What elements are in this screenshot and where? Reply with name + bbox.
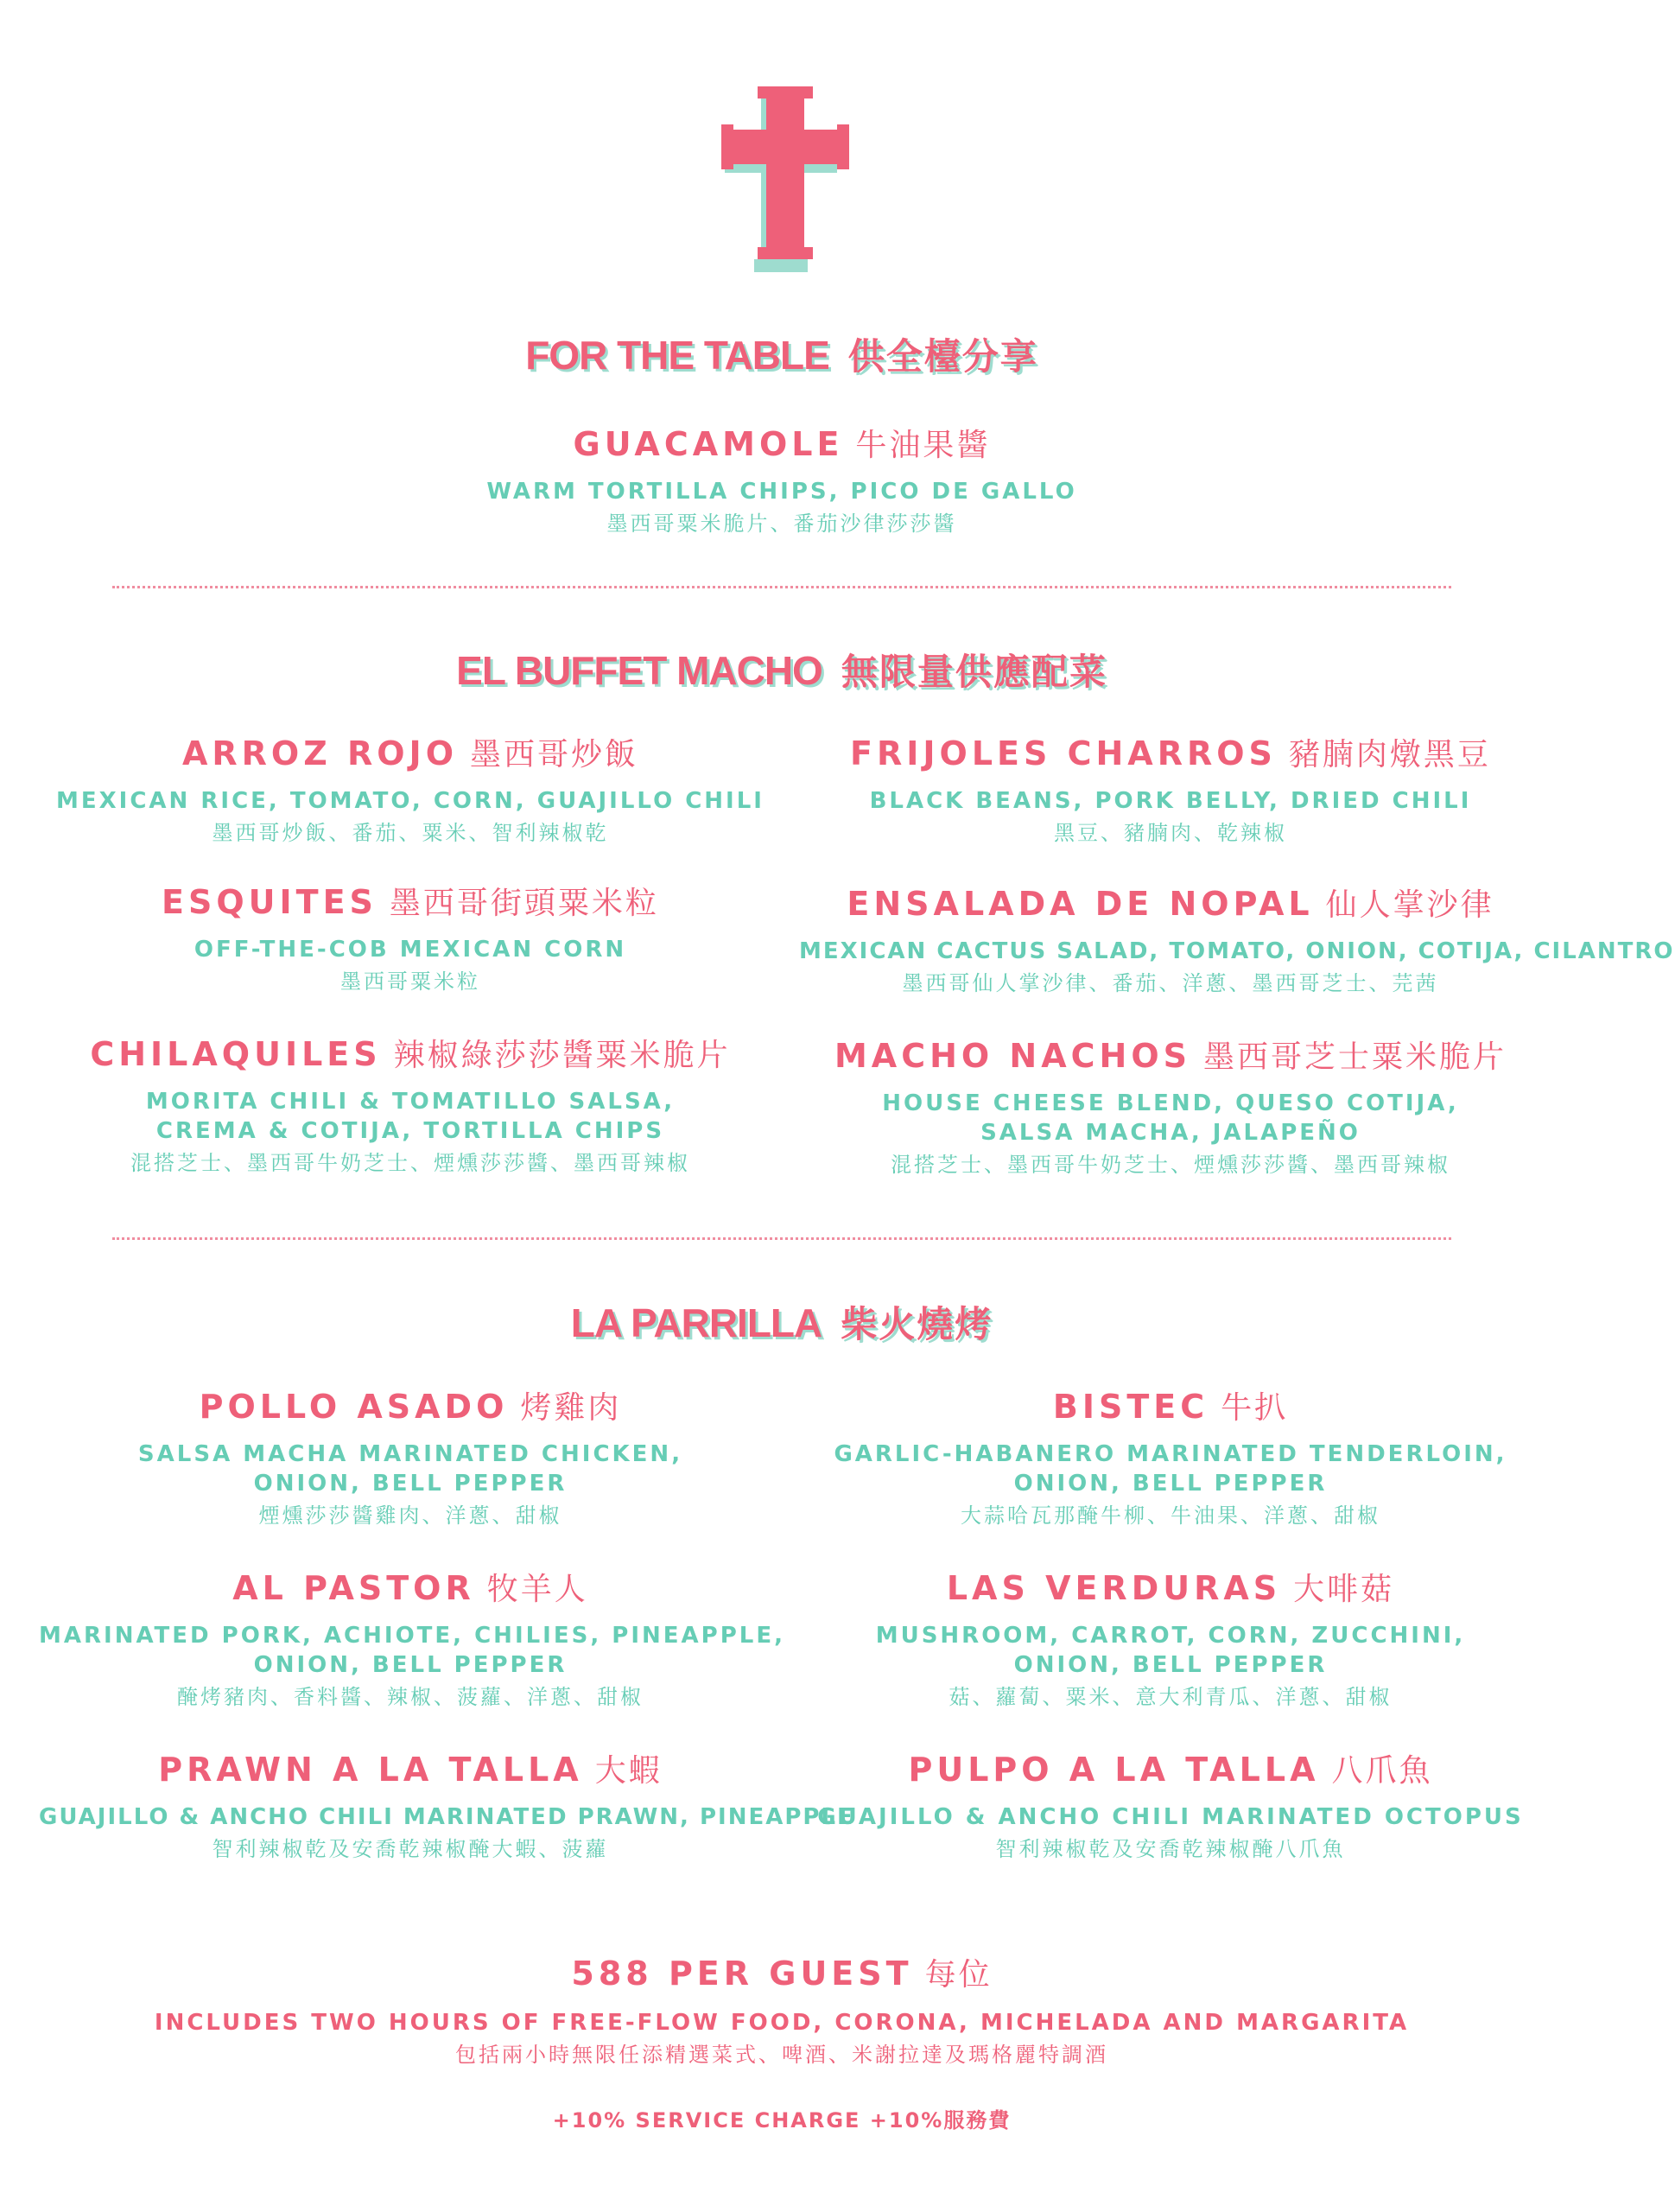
menu-item-macho-nachos (799, 1035, 1542, 1179)
menu-item-chilaquiles (39, 1033, 782, 1177)
item-name-en: POLLO ASADO (199, 1388, 509, 1426)
item-name-en: GUACAMOLE (573, 425, 844, 463)
item-desc-zh: 混搭芝士、墨西哥牛奶芝士、煙燻莎莎醬、墨西哥辣椒 (130, 1151, 690, 1175)
item-desc-zh: 混搭芝士、墨西哥牛奶芝士、煙燻莎莎醬、墨西哥辣椒 (891, 1153, 1450, 1177)
item-desc-line: ONION, BELL PEPPER (1013, 1652, 1328, 1678)
item-name-zh: 墨西哥街頭粟米粒 (389, 886, 659, 921)
item-name (799, 1386, 1542, 1429)
item-desc-line: MORITA CHILI & TOMATILLO SALSA, (145, 1089, 676, 1115)
item-desc-line: BLACK BEANS, PORK BELLY, DRIED CHILI (869, 788, 1472, 814)
item-desc-line: OFF-THE-COB MEXICAN CORN (194, 937, 627, 963)
item-name-zh: 墨西哥芝士粟米脆片 (1203, 1039, 1507, 1075)
menu-item-pollo-asado (39, 1386, 782, 1529)
item-desc-zh: 墨西哥粟米粒 (340, 969, 480, 994)
item-name-en: ESQUITES (162, 883, 378, 921)
item-description (799, 786, 1542, 816)
item-name (39, 1386, 782, 1429)
item-name-zh: 大啡菇 (1293, 1572, 1395, 1607)
section-title-buffet (0, 644, 1564, 696)
item-name-en: ARROZ ROJO (181, 734, 458, 772)
item-name-zh: 牛油果醬 (855, 428, 991, 463)
item-desc-line: GARLIC-HABANERO MARINATED TENDERLOIN, (834, 1441, 1507, 1467)
dotted-divider (112, 586, 1451, 588)
item-desc-zh: 智利辣椒乾及安喬乾辣椒醃大蝦、菠蘿 (212, 1837, 609, 1861)
item-name (799, 733, 1542, 776)
item-desc-line: ONION, BELL PEPPER (253, 1471, 568, 1497)
item-name-zh: 八爪魚 (1331, 1753, 1433, 1789)
item-name (799, 1035, 1542, 1078)
item-desc-line: ONION, BELL PEPPER (253, 1652, 568, 1678)
item-name (39, 1033, 782, 1077)
item-name-en: PULPO A LA TALLA (908, 1751, 1320, 1789)
cross-icon (721, 86, 851, 272)
menu-item-guacamole (410, 423, 1153, 537)
item-desc-line: SALSA MACHA, JALAPEÑO (980, 1120, 1361, 1146)
item-name (39, 881, 782, 925)
item-desc-line: HOUSE CHEESE BLEND, QUESO COTIJA, (882, 1090, 1459, 1116)
section-title-la-parrilla (0, 1296, 1564, 1348)
item-name-en: BISTEC (1052, 1388, 1209, 1426)
price-includes: INCLUDES TWO HOURS OF FREE-FLOW FOOD, CORONA, MICHELADA AND MARGARITA (154, 2010, 1410, 2036)
item-desc-line: SALSA MACHA MARINATED CHICKEN, (137, 1441, 683, 1467)
item-desc-zh: 大蒜哈瓦那醃牛柳、牛油果、洋蔥、甜椒 (961, 1503, 1380, 1528)
price-line (0, 1953, 1564, 1996)
item-desc-line: MEXICAN RICE, TOMATO, CORN, GUAJILLO CHILI (56, 788, 765, 814)
item-description (410, 477, 1153, 506)
item-name-en: AL PASTOR (232, 1569, 475, 1607)
item-name-zh: 牛扒 (1221, 1390, 1289, 1426)
section-title-zh: 柴火燒烤 (841, 1303, 993, 1345)
item-name-zh: 墨西哥炒飯 (470, 737, 639, 772)
item-name (39, 1567, 782, 1611)
item-name-en: PRAWN A LA TALLA (158, 1751, 583, 1789)
menu-item-arroz-rojo (39, 733, 782, 847)
menu-item-ensalada-de-nopal (799, 883, 1675, 997)
menu-item-bistec (799, 1386, 1542, 1529)
item-description (39, 1440, 782, 1498)
item-name-zh: 豬腩肉燉黑豆 (1288, 737, 1491, 772)
item-desc-line: MEXICAN CACTUS SALAD, TOMATO, ONION, COTIJA, CILANTRO (799, 938, 1675, 964)
item-name-zh: 大蝦 (594, 1753, 663, 1789)
dotted-divider (112, 1237, 1451, 1240)
section-title-zh: 供全檯分享 (847, 335, 1038, 378)
price-line-en: 588 PER GUEST (571, 1955, 913, 1993)
item-desc-zh: 黑豆、豬腩肉、乾辣椒 (1054, 821, 1287, 845)
menu-item-pulpo-a-la-talla (799, 1749, 1542, 1863)
item-name-en: CHILAQUILES (90, 1035, 382, 1073)
item-name (799, 883, 1542, 926)
item-desc-zh: 智利辣椒乾及安喬乾辣椒醃八爪魚 (995, 1837, 1346, 1861)
price-line-zh: 每位 (924, 1957, 993, 1993)
item-description (799, 937, 1675, 966)
item-name-en: LAS VERDURAS (946, 1569, 1282, 1607)
item-name-zh: 辣椒綠莎莎醬粟米脆片 (393, 1038, 731, 1073)
item-description (39, 1621, 785, 1680)
menu-item-al-pastor (39, 1567, 785, 1711)
item-desc-line: MARINATED PORK, ACHIOTE, CHILIES, PINEAPPLE, (39, 1623, 785, 1649)
item-desc-zh: 墨西哥仙人掌沙律、番茄、洋蔥、墨西哥芝士、芫茜 (902, 971, 1439, 995)
section-title-en: FOR THE TABLE (525, 333, 829, 378)
menu-item-frijoles-charros (799, 733, 1542, 847)
price-includes-zh: 包括兩小時無限任添精選菜式、啤酒、米謝拉達及瑪格麗特調酒 (455, 2043, 1108, 2067)
item-name-en: ENSALADA DE NOPAL (847, 885, 1314, 923)
item-description (799, 1440, 1542, 1498)
item-desc-zh: 墨西哥炒飯、番茄、粟米、智利辣椒乾 (212, 821, 609, 845)
menu-item-esquites (39, 881, 782, 995)
menu-item-las-verduras (799, 1567, 1542, 1711)
section-title-en: LA PARRILLA (570, 1300, 822, 1345)
item-name (39, 733, 782, 776)
service-charge: +10% SERVICE CHARGE +10%服務費 (552, 2108, 1012, 2133)
section-title-en: EL BUFFET MACHO (456, 648, 822, 693)
item-name-en: MACHO NACHOS (834, 1037, 1191, 1075)
item-name (799, 1749, 1542, 1792)
item-name-zh: 牧羊人 (486, 1572, 588, 1607)
item-desc-line: ONION, BELL PEPPER (1013, 1471, 1328, 1497)
item-desc-zh: 醃烤豬肉、香料醬、辣椒、菠蘿、洋蔥、甜椒 (177, 1685, 644, 1709)
item-desc-zh: 菇、蘿蔔、粟米、意大利青瓜、洋蔥、甜椒 (949, 1685, 1393, 1709)
item-description (799, 1089, 1542, 1147)
item-name-zh: 烤雞肉 (520, 1390, 622, 1426)
item-description (799, 1802, 1542, 1832)
item-name-en: FRIJOLES CHARROS (850, 734, 1277, 772)
item-desc-line: CREMA & COTIJA, TORTILLA CHIPS (155, 1118, 665, 1144)
item-desc-line: GUAJILLO & ANCHO CHILI MARINATED OCTOPUS (817, 1804, 1524, 1830)
item-desc-zh: 墨西哥粟米脆片、番茄沙律莎莎醬 (606, 512, 957, 536)
item-desc-zh: 煙燻莎莎醬雞肉、洋蔥、甜椒 (258, 1503, 562, 1528)
item-description (799, 1621, 1542, 1680)
menu-item-prawn-a-la-talla (39, 1749, 854, 1863)
item-desc-line: WARM TORTILLA CHIPS, PICO DE GALLO (486, 479, 1077, 505)
item-name (410, 423, 1153, 467)
item-name-zh: 仙人掌沙律 (1325, 887, 1494, 923)
item-description (39, 1087, 782, 1146)
item-description (39, 786, 782, 816)
item-name (799, 1567, 1542, 1611)
item-desc-line: GUAJILLO & ANCHO CHILI MARINATED PRAWN, PINEAPPLE (39, 1804, 854, 1830)
item-name (39, 1749, 782, 1792)
section-title-zh: 無限量供應配菜 (841, 651, 1107, 693)
item-desc-line: MUSHROOM, CARROT, CORN, ZUCCHINI, (875, 1623, 1466, 1649)
item-description (39, 1802, 854, 1832)
item-description (39, 935, 782, 964)
price-block (0, 1953, 1564, 2133)
section-title-for-the-table (0, 328, 1564, 380)
